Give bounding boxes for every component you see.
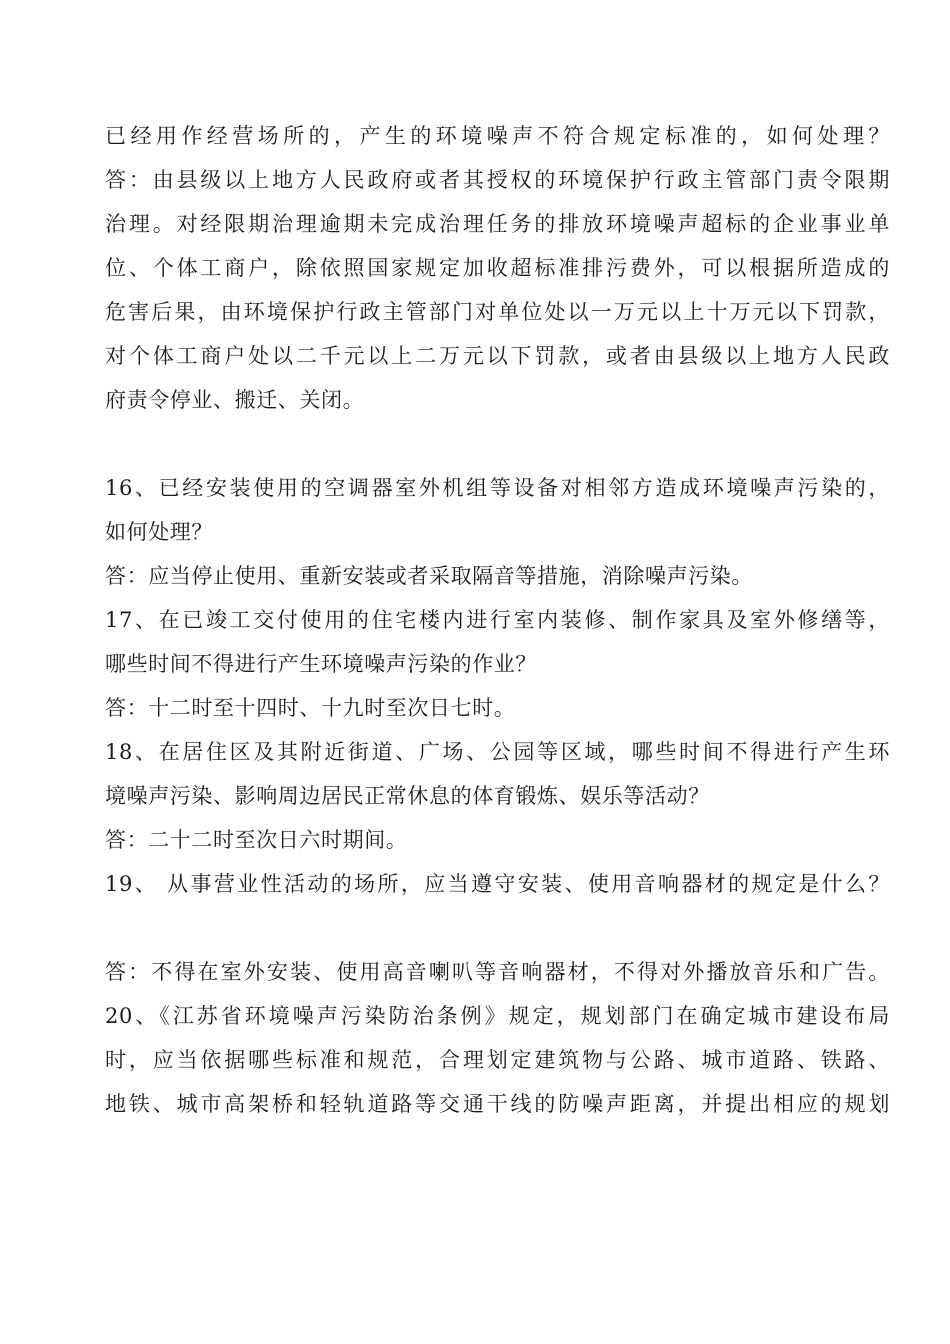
text-line: 如何处理？ bbox=[105, 520, 213, 544]
text-line: 地铁、城市高架桥和轻轨道路等交通干线的防噪声距离，并提出相应的规划 bbox=[105, 1092, 890, 1116]
text-line: 位、个体工商户，除依照国家规定加收超标准排污费外，可以根据所造成的 bbox=[105, 256, 890, 280]
text-line: 20、《江苏省环境噪声污染防治条例》规定，规划部门在确定城市建设布局 bbox=[105, 1004, 890, 1028]
text-line: 18、在居住区及其附近街道、广场、公园等区域，哪些时间不得进行产生环 bbox=[105, 740, 890, 764]
text-line: 危害后果，由环境保护行政主管部门对单位处以一万元以上十万元以下罚款， bbox=[105, 300, 890, 324]
text-line: 17、在已竣工交付使用的住宅楼内进行室内装修、制作家具及室外修缮等， bbox=[105, 608, 890, 632]
text-line: 答：不得在室外安装、使用高音喇叭等音响器材，不得对外播放音乐和广告。 bbox=[105, 960, 890, 984]
text-line: 答：应当停止使用、重新安装或者采取隔音等措施，消除噪声污染。 bbox=[105, 564, 753, 588]
text-line: 时，应当依据哪些标准和规范，合理划定建筑物与公路、城市道路、铁路、 bbox=[105, 1048, 890, 1072]
text-line: 治理。对经限期治理逾期未完成治理任务的排放环境噪声超标的企业事业单 bbox=[105, 212, 890, 236]
text-line: 府责令停业、搬迁、关闭。 bbox=[105, 388, 365, 412]
text-line: 答：十二时至十四时、十九时至次日七时。 bbox=[105, 696, 516, 720]
text-line: 答：二十二时至次日六时期间。 bbox=[105, 828, 408, 852]
text-line: 答：由县级以上地方人民政府或者其授权的环境保护行政主管部门责令限期 bbox=[105, 168, 890, 192]
text-line: 已经用作经营场所的，产生的环境噪声不符合规定标准的，如何处理？ bbox=[105, 124, 890, 148]
text-line: 哪些时间不得进行产生环境噪声污染的作业？ bbox=[105, 652, 537, 676]
text-line: 16、已经安装使用的空调器室外机组等设备对相邻方造成环境噪声污染的， bbox=[105, 476, 890, 500]
text-line: 19、 从事营业性活动的场所，应当遵守安装、使用音响器材的规定是什么？ bbox=[105, 872, 890, 896]
text-line: 对个体工商户处以二千元以上二万元以下罚款，或者由县级以上地方人民政 bbox=[105, 344, 890, 368]
text-line: 境噪声污染、影响周边居民正常休息的体育锻炼、娱乐等活动？ bbox=[105, 784, 710, 808]
